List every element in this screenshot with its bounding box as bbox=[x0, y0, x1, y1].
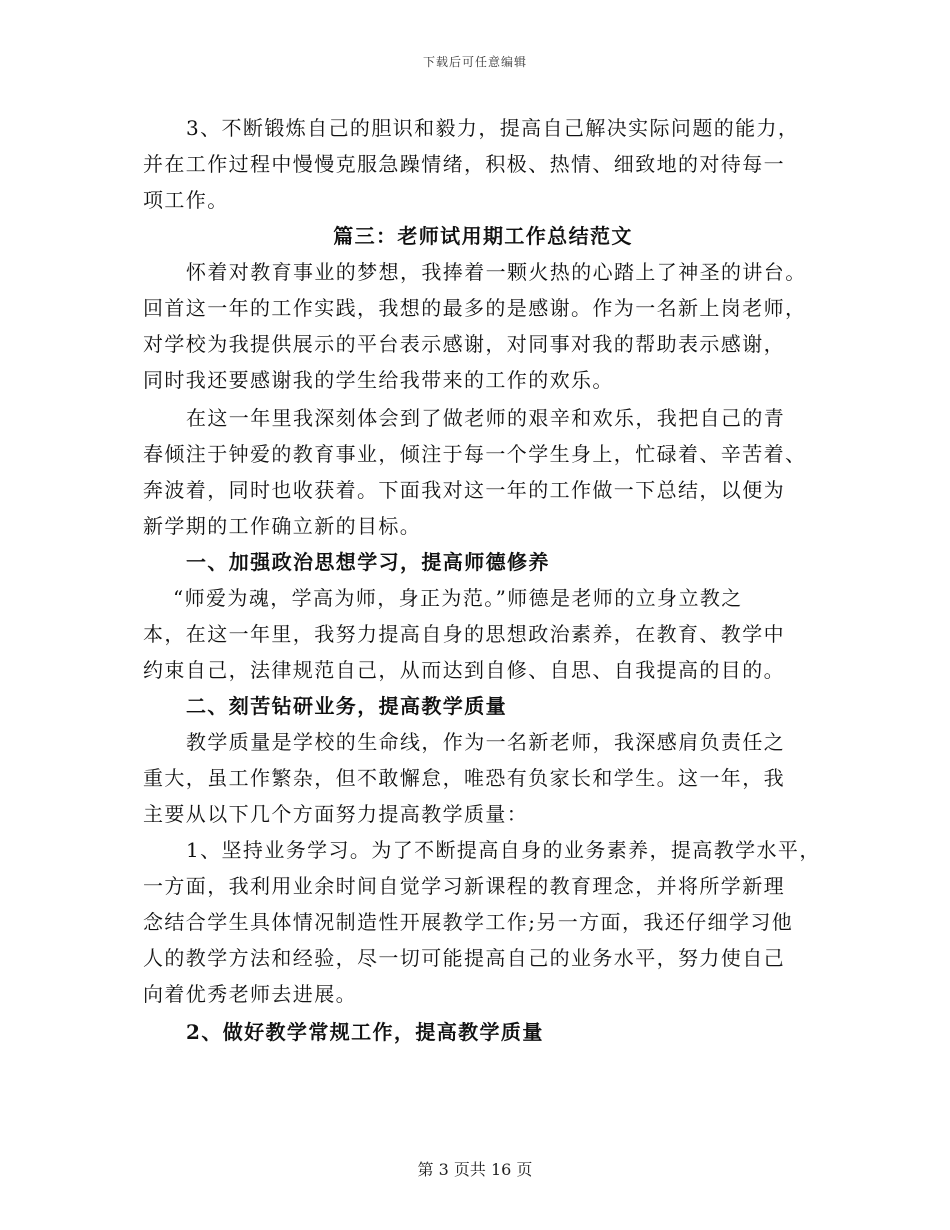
body-line: 回首这一年的工作实践，我想的最多的是感谢。作为一名新上岗老师， bbox=[143, 296, 807, 320]
subsection-heading: 二、刻苦钻研业务，提高教学质量 bbox=[186, 694, 507, 718]
body-line: 教学质量是学校的生命线，作为一名新老师，我深感肩负责任之 bbox=[186, 730, 786, 754]
body-line: 主要从以下几个方面努力提高教学质量： bbox=[143, 802, 529, 826]
body-line: 奔波着，同时也收获着。下面我对这一年的工作做一下总结，以便为 bbox=[143, 478, 785, 502]
body-line: 同时我还要感谢我的学生给我带来的工作的欢乐。 bbox=[143, 368, 614, 392]
body-line: 人的教学方法和经验，尽一切可能提高自己的业务水平，努力使自己 bbox=[143, 946, 785, 970]
body-line: 本，在这一年里，我努力提高自身的思想政治素养，在教育、教学中 bbox=[143, 622, 785, 646]
body-line: 念结合学生具体情况制造性开展教学工作;另一方面，我还仔细学习他 bbox=[143, 910, 794, 934]
body-line: 向着优秀老师去进展。 bbox=[143, 982, 357, 1006]
body-line: 重大，虽工作繁杂，但不敢懈怠，唯恐有负家长和学生。这一年，我 bbox=[143, 766, 785, 790]
body-line: “师爱为魂，学高为师，身正为范。”师德是老师的立身立教之 bbox=[173, 586, 743, 610]
body-line: 1、坚持业务学习。为了不断提高自身的业务素养，提高教学水平， bbox=[186, 838, 821, 862]
body-line: 春倾注于钟爱的教育事业，倾注于每一个学生身上，忙碌着、辛苦着、 bbox=[143, 442, 807, 466]
body-line: 一方面，我利用业余时间自觉学习新课程的教育理念，并将所学新理 bbox=[143, 874, 785, 898]
body-line: 项工作。 bbox=[143, 188, 229, 212]
body-line: 3、不断锻炼自己的胆识和毅力，提高自己解决实际问题的能力， bbox=[186, 116, 800, 140]
page-footer: 第 3 页共 16 页 bbox=[417, 1160, 533, 1179]
body-line: 怀着对教育事业的梦想，我捧着一颗火热的心踏上了神圣的讲台。 bbox=[186, 260, 807, 284]
body-line: 约束自己，法律规范自己，从而达到自修、自思、自我提高的目的。 bbox=[143, 658, 785, 682]
page-header: 下载后可任意编辑 bbox=[422, 55, 527, 69]
document-body bbox=[143, 110, 823, 1050]
section-title: 篇三：老师试用期工作总结范文 bbox=[333, 224, 633, 248]
body-line: 并在工作过程中慢慢克服急躁情绪，积极、热情、细致地的对待每一 bbox=[143, 152, 785, 176]
subsection-heading: 2、做好教学常规工作，提高教学质量 bbox=[186, 1020, 544, 1044]
body-line: 新学期的工作确立新的目标。 bbox=[143, 514, 422, 538]
body-line: 在这一年里我深刻体会到了做老师的艰辛和欢乐，我把自己的青 bbox=[186, 406, 786, 430]
body-line: 对学校为我提供展示的平台表示感谢，对同事对我的帮助表示感谢， bbox=[143, 332, 785, 356]
subsection-heading: 一、加强政治思想学习，提高师德修养 bbox=[186, 550, 550, 574]
